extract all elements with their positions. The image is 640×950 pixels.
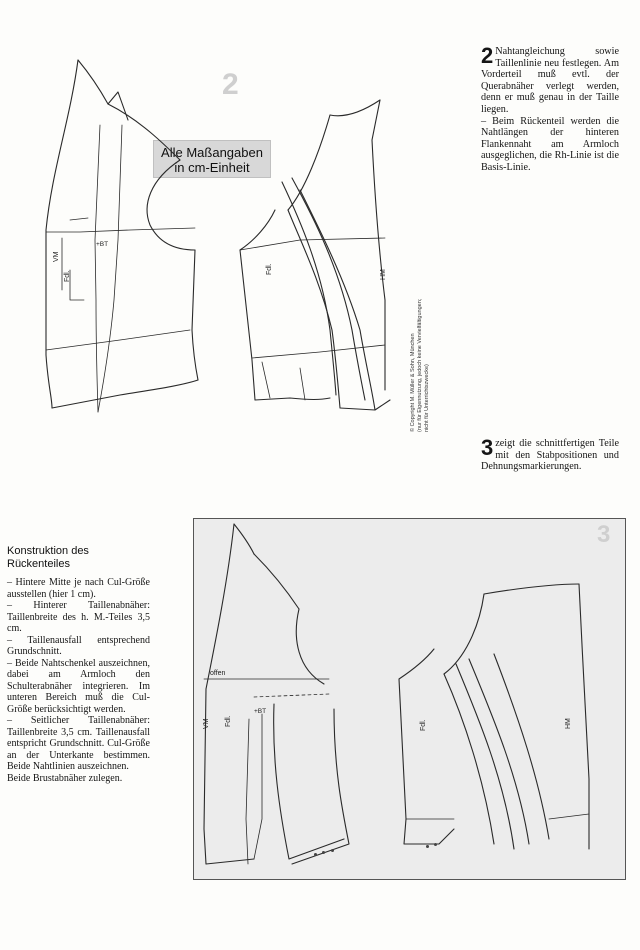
fig3-label-fdl-right: Fdl.: [420, 719, 427, 731]
back-waist-line: [240, 238, 385, 250]
f3-back-center: [579, 584, 589, 849]
f3-waist-dash: [254, 694, 329, 697]
fig2-label-vm: VM: [53, 251, 60, 262]
fig2-label-bt: +BT: [96, 241, 109, 248]
front-bust-line: [70, 218, 88, 220]
front-shoulder: [108, 104, 180, 160]
fig2-label-fdl-right: Fdl.: [266, 263, 273, 275]
f3-dart-right: [254, 714, 262, 859]
f3-back-flank-1: [444, 674, 494, 844]
back-shoulder: [288, 115, 330, 210]
construction-sidebar: [7, 545, 150, 784]
f3-back-shoulder: [444, 594, 484, 674]
sidebar-title: [7, 545, 150, 571]
front-dart-left: [95, 125, 100, 412]
f3-back-flank-4: [494, 654, 549, 839]
f3-front-neck: [234, 524, 254, 554]
sidebar-item: – Taillenausfall entsprechend Grundschnitt.: [7, 634, 150, 657]
text-block-3: [481, 435, 619, 473]
sidebar-item: – Hintere Mitte je nach Cul-Größe ausstellen (hier 1 cm).: [7, 577, 150, 600]
figure-3-pattern: [194, 519, 625, 879]
fig3-label-hm: HM: [565, 718, 572, 729]
front-hip-line: [46, 330, 190, 350]
fig2-label-fdl-left: Fdl.: [64, 270, 71, 282]
fig3-label-offen: offen: [210, 670, 226, 677]
dehnung-mark: [331, 849, 334, 852]
text-block-2-number: 2: [481, 43, 494, 68]
dehnung-mark: [426, 845, 429, 848]
f3-back-neck: [484, 584, 579, 594]
dehnung-mark: [322, 851, 325, 854]
front-armhole: [147, 160, 195, 250]
figure-2-number: 2: [222, 68, 239, 101]
back-hem: [255, 398, 390, 410]
front-dart-right: [98, 125, 122, 412]
back-hem-detail: [262, 362, 305, 400]
front-side-seam: [192, 250, 198, 380]
f3-back-hip: [549, 814, 589, 819]
fig3-label-fdl-left: Fdl.: [225, 715, 232, 727]
figure-2-pattern: [0, 0, 460, 440]
f3-back-flank-3: [469, 659, 529, 844]
f3-front-armhole: [296, 609, 324, 684]
figure-3-number: 3: [597, 521, 611, 548]
units-note-line2: in cm-Einheit: [174, 160, 250, 175]
f3-front-shoulder: [254, 554, 299, 609]
text-block-2-first: Nahtangleichung sowie Taillenlinie neu festlegen. Am Vorderteil muß evtl. der Querabnäher verlegt werden, denn er muß genau in der Taille liegen.: [481, 46, 619, 115]
back-side-seam-left: [240, 250, 255, 400]
sidebar-item: – Beide Nahtschenkel auszeichnen, dabei am Armloch den Schulterabnäher integrieren. Im unteren Bereich muß die Cul-Größe berücksichtigt werden.: [7, 657, 150, 715]
text-block-2: [481, 43, 619, 174]
back-flank-curve-2: [292, 178, 365, 400]
f3-side-front: [274, 704, 344, 859]
text-block-3-number: 3: [481, 435, 494, 460]
copyright-line2: (nur für Eigennutzung, jedoch keine Vervielfältigungen;: [417, 298, 423, 432]
front-piece-outline: [46, 60, 78, 408]
text-block-2-second: – Beim Rückenteil werden die Nahtlängen der hinteren Flankennaht am Armloch ausgeglichen, die Rh-Linie ist die Basis-Linie.: [481, 115, 619, 173]
fig3-label-vm: VM: [203, 718, 210, 729]
front-fdl-guide: [70, 270, 84, 300]
f3-back-flank-2: [456, 664, 514, 849]
fig2-label-hm: HM: [380, 269, 387, 280]
front-hem: [52, 380, 198, 408]
f3-front-hem: [206, 859, 254, 864]
copyright-line3: nicht für Unterrichtszwecke): [424, 364, 430, 432]
copyright-notice: [410, 299, 431, 432]
f3-front-outline: [204, 524, 234, 864]
copyright-line1: © Copyright M. Müller & Sohn, München: [410, 333, 416, 432]
units-note-line1: Alle Maßangaben: [161, 145, 263, 160]
sidebar-item: – Hinterer Taillenabnäher: Taillenbreite des h. M.-Teiles 3,5 cm.: [7, 600, 150, 634]
sidebar-title-line1: Konstruktion des: [7, 545, 89, 557]
figure-3-panel: [193, 518, 626, 880]
sidebar-title-line2: Rückenteiles: [7, 558, 70, 570]
text-block-3-body: zeigt die schnittfertigen Teile mit den Stabpositionen und Dehnungsmarkierungen.: [481, 438, 619, 473]
front-waist-line: [46, 228, 195, 232]
dehnung-mark: [434, 843, 437, 846]
sidebar-body: [7, 577, 150, 784]
sidebar-item: – Seitlicher Taillenabnäher: Taillenbreite 3,5 cm. Taillenausfall entspricht Grundschnitt. Cul-Größe an der Unterkante bestimmen. Beide Nahtlinien auszeichnen.: [7, 715, 150, 772]
f3-dart-left: [246, 719, 249, 864]
dehnung-mark: [314, 853, 317, 856]
fig3-label-bt: +BT: [254, 708, 267, 715]
sidebar-item: Beide Brustabnäher zulegen.: [7, 772, 123, 784]
back-neck: [330, 100, 380, 116]
back-armhole-left: [240, 210, 275, 250]
